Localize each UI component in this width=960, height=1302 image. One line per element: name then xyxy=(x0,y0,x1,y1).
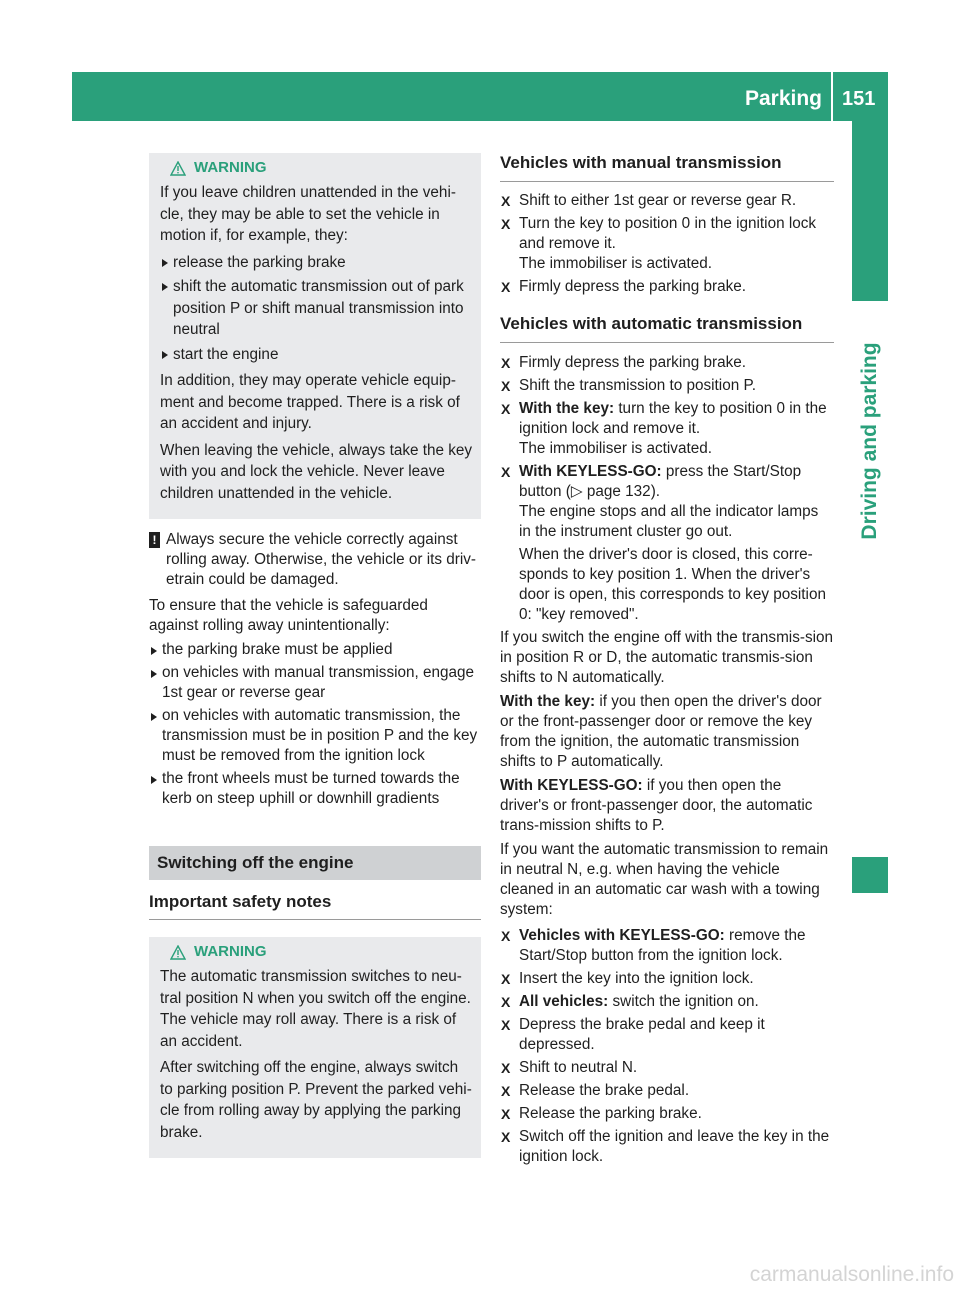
damage-notice xyxy=(149,530,481,590)
step-text: Depress the brake pedal and keep it depressed. xyxy=(519,1016,765,1053)
warning-triangle-icon xyxy=(170,161,186,176)
list-item: shift the automatic transmission out of park position P or shift manual transmission into neutral xyxy=(160,276,473,341)
list-item: the parking brake must be applied xyxy=(149,640,481,660)
automatic-transmission-heading: Vehicles with automatic transmission xyxy=(500,314,834,343)
header-divider xyxy=(831,72,833,121)
para-label: With the key: xyxy=(500,693,596,710)
step-text: Shift to neutral N. xyxy=(519,1059,638,1076)
list-item: release the parking brake xyxy=(160,252,473,274)
step-item xyxy=(500,399,834,459)
left-column xyxy=(149,153,481,1158)
manual-steps xyxy=(500,191,834,297)
step-arrow-icon: X xyxy=(501,216,511,232)
warning-title: WARNING xyxy=(194,943,267,960)
step-label: With KEYLESS-GO: xyxy=(519,463,662,480)
safeguard-intro: To ensure that the vehicle is safeguarded against rolling away unintentionally: xyxy=(149,597,428,634)
step-arrow-icon: X xyxy=(501,971,511,987)
step-label: With the key: xyxy=(519,400,615,417)
footer-watermark: carmanualsonline.info xyxy=(749,1263,954,1286)
step-arrow-icon: X xyxy=(501,1060,511,1076)
step-text: remove the Start/Stop button from the ignition lock. xyxy=(519,927,806,964)
step-item xyxy=(500,1058,834,1078)
right-column xyxy=(500,153,834,1170)
page-header-title: Parking xyxy=(744,87,822,110)
para-text: if you then open the driver's door or the front-passenger door or remove the key from the ignition, the automatic transmission shifts to P automatically. xyxy=(500,693,822,770)
step-text: Firmly depress the parking brake. xyxy=(519,278,746,295)
para-text: if you then open the driver's or front-passenger door, the automatic trans-mission shifts to P. xyxy=(500,777,813,834)
paragraph xyxy=(500,692,834,772)
step-text: switch the ignition on. xyxy=(612,993,759,1010)
step-item xyxy=(500,214,834,274)
list-item: on vehicles with manual transmission, engage 1st gear or reverse gear xyxy=(149,663,481,703)
notice-text: Always secure the vehicle correctly against rolling away. Otherwise, the vehicle or its driv-etrain could be damaged. xyxy=(166,531,477,588)
list-item: the front wheels must be turned towards the kerb on steep uphill or downhill gradients xyxy=(149,769,481,809)
step-text: Release the parking brake. xyxy=(519,1105,702,1122)
manual-transmission-heading: Vehicles with manual transmission xyxy=(500,153,834,182)
step-item xyxy=(500,1015,834,1055)
step-arrow-icon: X xyxy=(501,355,511,371)
warning-paragraph: After switching off the engine, always switch to parking position P. Prevent the parked vehi-cle from rolling away by applying the parking brake. xyxy=(160,1059,472,1141)
warning-paragraph: The automatic transmission switches to neu-tral position N when you switch off the engine. The vehicle may roll away. There is a risk of an accident. xyxy=(160,968,471,1050)
warning-paragraph: When leaving the vehicle, always take the key with you and lock the vehicle. Never leave children unattended in the vehicle. xyxy=(160,441,473,502)
step-note: When the driver's door is closed, this corre-sponds to key position 1. When the driver's door is open, this corresponds to key position 0: "key removed". xyxy=(519,546,826,623)
step-item xyxy=(500,992,834,1012)
step-text: press the Start/Stop button (▷ page 132). xyxy=(519,463,802,500)
para-label: With KEYLESS-GO: xyxy=(500,777,643,794)
step-item xyxy=(500,1127,834,1167)
step-item xyxy=(500,277,834,297)
warning-box-engine xyxy=(149,937,481,1158)
step-label: All vehicles: xyxy=(519,993,609,1010)
paragraph: If you switch the engine off with the transmis-sion in position R or D, the automatic transmis-sion shifts to N automatically. xyxy=(500,629,834,686)
step-arrow-icon: X xyxy=(501,1129,511,1145)
step-arrow-icon: X xyxy=(501,1106,511,1122)
warning-triangle-icon xyxy=(170,945,186,960)
step-text: Release the brake pedal. xyxy=(519,1082,690,1099)
step-note: The engine stops and all the indicator lamps in the instrument cluster go out. xyxy=(519,503,819,540)
step-item xyxy=(500,191,834,211)
step-arrow-icon: X xyxy=(501,928,511,944)
step-item xyxy=(500,969,834,989)
step-arrow-icon: X xyxy=(501,1083,511,1099)
side-tab-top xyxy=(852,121,888,301)
section-heading: Switching off the engine xyxy=(149,846,481,880)
warning-heading xyxy=(160,158,473,178)
step-arrow-icon: X xyxy=(501,378,511,394)
warning-bullets xyxy=(160,252,473,366)
step-arrow-icon: X xyxy=(501,1017,511,1033)
step-arrow-icon: X xyxy=(501,193,511,209)
paragraph xyxy=(500,776,834,836)
page-number: 151 xyxy=(842,88,876,110)
step-text: Shift to either 1st gear or reverse gear R. xyxy=(519,192,797,209)
step-item xyxy=(500,1104,834,1124)
warning-intro: If you leave children unattended in the vehi-cle, they may be able to set the vehicle in motion if, for example, they: xyxy=(160,184,456,244)
list-item: start the engine xyxy=(160,344,473,366)
warning-paragraph: In addition, they may operate vehicle equip-ment and become trapped. There is a risk of an accident and injury. xyxy=(160,372,460,432)
warning-box-children xyxy=(149,153,481,519)
step-note: The immobiliser is activated. xyxy=(519,440,712,457)
step-text: Shift the transmission to position P. xyxy=(519,377,756,394)
step-arrow-icon: X xyxy=(501,994,511,1010)
step-item xyxy=(500,462,834,625)
warning-title: WARNING xyxy=(194,159,267,176)
step-item xyxy=(500,376,834,396)
side-section-label xyxy=(852,306,888,576)
step-text: Firmly depress the parking brake. xyxy=(519,354,746,371)
step-text: Turn the key to position 0 in the ignition lock and remove it. xyxy=(519,215,817,252)
step-text: Switch off the ignition and leave the key in the ignition lock. xyxy=(519,1128,830,1165)
step-arrow-icon: X xyxy=(501,464,511,480)
step-text: Insert the key into the ignition lock. xyxy=(519,970,754,987)
paragraph: If you want the automatic transmission to remain in neutral N, e.g. when having the vehicle cleaned in an automatic car wash with a towing system: xyxy=(500,841,829,918)
automatic-steps xyxy=(500,353,834,625)
exclamation-icon: ! xyxy=(149,532,160,548)
neutral-steps xyxy=(500,926,834,1167)
step-text: turn the key to position 0 in the ignition lock and remove it. xyxy=(519,400,827,437)
side-tab-marker xyxy=(852,857,888,893)
list-item: on vehicles with automatic transmission, the transmission must be in position P and the key must be removed from the ignition lock xyxy=(149,706,481,766)
side-label-text: Driving and parking xyxy=(858,342,881,540)
subsection-heading: Important safety notes xyxy=(149,892,481,920)
step-item xyxy=(500,926,834,966)
safeguard-list xyxy=(149,640,481,809)
step-item xyxy=(500,353,834,373)
step-item xyxy=(500,1081,834,1101)
step-arrow-icon: X xyxy=(501,401,511,417)
step-arrow-icon: X xyxy=(501,279,511,295)
step-label: Vehicles with KEYLESS-GO: xyxy=(519,927,725,944)
step-note: The immobiliser is activated. xyxy=(519,255,712,272)
warning-heading xyxy=(160,942,473,962)
